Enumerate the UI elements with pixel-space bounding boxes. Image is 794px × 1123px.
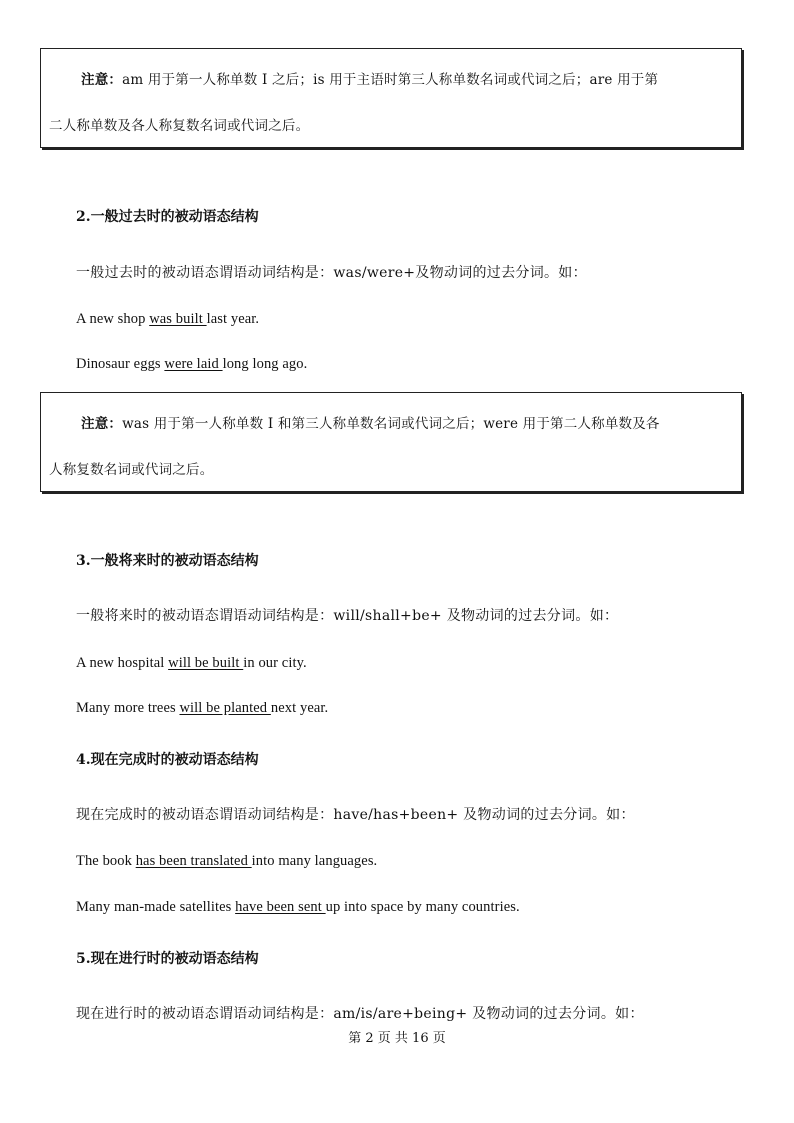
passive-verb: were laid bbox=[164, 356, 223, 372]
section-heading: 5.现在进行时的被动语态结构 bbox=[76, 951, 259, 967]
note-line-2: 二人称单数及各人称复数名词或代词之后。 bbox=[49, 118, 310, 134]
section-heading: 2.一般过去时的被动语态结构 bbox=[76, 209, 259, 225]
example-sentence: A new hospital will be built in our city. bbox=[76, 655, 307, 671]
note-line-1 bbox=[49, 401, 733, 447]
example-sentence: The book has been translated into many languages. bbox=[76, 853, 378, 869]
section-rule: 现在进行时的被动语态谓语动词结构是：am/is/are+being+ 及物动词的过去分词。如： bbox=[76, 1006, 644, 1022]
note-line-1 bbox=[49, 57, 733, 103]
note-line-2: 人称复数名词或代词之后。 bbox=[49, 462, 214, 478]
note-label: 注意： bbox=[81, 416, 123, 432]
passive-verb: was built bbox=[149, 311, 207, 327]
passive-verb: will be built bbox=[168, 655, 244, 671]
example-sentence: Many more trees will be planted next year. bbox=[76, 700, 329, 716]
example-sentence: A new shop was built last year. bbox=[76, 311, 260, 327]
page-number-footer: 第 2 页 共 16 页 bbox=[348, 1031, 446, 1046]
note-text: was 用于第一人称单数 I 和第三人称单数名词或代词之后；were 用于第二人称单数及各 bbox=[122, 416, 660, 432]
passive-verb: will be planted bbox=[179, 700, 271, 716]
note-box-am-is-are bbox=[40, 48, 742, 148]
passive-verb: have been sent bbox=[235, 899, 326, 915]
section-heading: 3.一般将来时的被动语态结构 bbox=[76, 553, 259, 569]
section-rule: 现在完成时的被动语态谓语动词结构是：have/has+been+ 及物动词的过去分词。如： bbox=[76, 807, 635, 823]
example-sentence: Many man-made satellites have been sent up into space by many countries. bbox=[76, 899, 520, 915]
passive-verb: has been translated bbox=[135, 853, 252, 869]
note-box-was-were bbox=[40, 392, 742, 492]
section-heading: 4.现在完成时的被动语态结构 bbox=[76, 752, 259, 768]
section-rule: 一般过去时的被动语态谓语动词结构是：was/were+及物动词的过去分词。如： bbox=[76, 265, 587, 281]
example-sentence: Dinosaur eggs were laid long long ago. bbox=[76, 356, 308, 372]
note-label: 注意： bbox=[81, 72, 123, 88]
section-rule: 一般将来时的被动语态谓语动词结构是：will/shall+be+ 及物动词的过去分词。如： bbox=[76, 608, 619, 624]
note-text: am 用于第一人称单数 I 之后；is 用于主语时第三人称单数名词或代词之后；are 用于第 bbox=[122, 72, 659, 88]
